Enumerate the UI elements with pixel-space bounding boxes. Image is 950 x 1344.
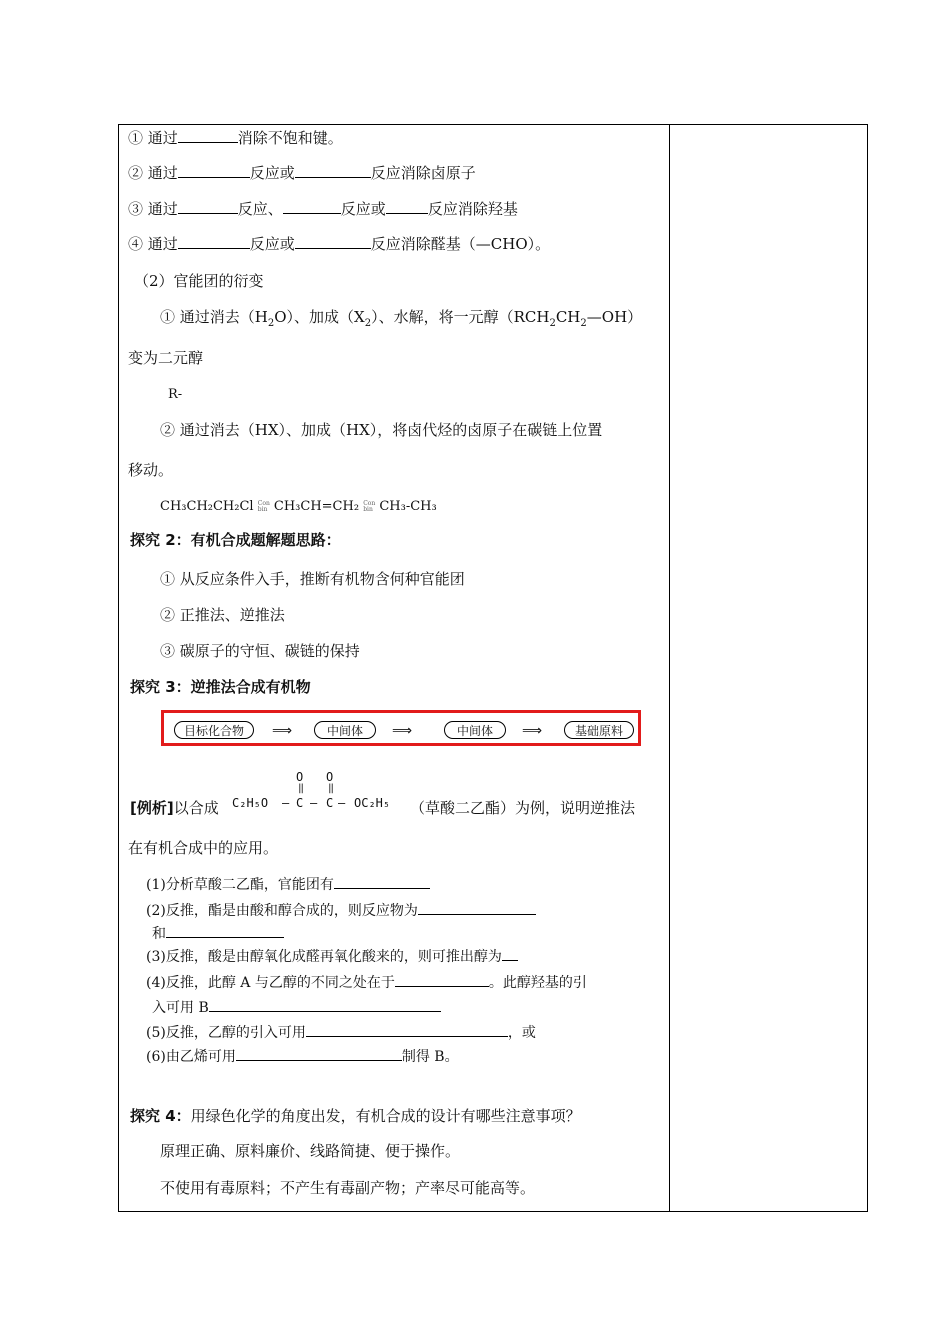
answer-blank[interactable] bbox=[209, 997, 441, 1012]
answer-blank[interactable] bbox=[386, 199, 428, 214]
text: CH bbox=[555, 308, 581, 326]
question-5 bbox=[146, 1022, 536, 1043]
answer-blank[interactable] bbox=[306, 1022, 508, 1037]
paragraph-halide-shift: ② 通过消去（HX）、加成（HX），将卤代烃的卤原子在碳链上位置 bbox=[160, 421, 603, 439]
formula-part: C₂H₅O bbox=[232, 796, 269, 810]
line-eliminate-halogen bbox=[128, 163, 476, 183]
text: 。此醇羟基的引 bbox=[488, 975, 587, 991]
text: 以合成 bbox=[173, 799, 219, 817]
paragraph-line: 在有机合成中的应用。 bbox=[128, 839, 279, 857]
reaction-condition: Con bin bbox=[257, 499, 270, 513]
text: 制得 B。 bbox=[401, 1049, 459, 1065]
line-eliminate-unsaturated bbox=[128, 128, 343, 148]
text: 反应消除羟基 bbox=[427, 200, 518, 218]
text: 入可用 B bbox=[152, 1000, 209, 1016]
text: (1)分析草酸二乙酯，官能团有 bbox=[146, 877, 334, 893]
answer-blank[interactable] bbox=[178, 163, 250, 178]
explore4-answer bbox=[160, 1141, 460, 1161]
answer-blank[interactable] bbox=[295, 163, 371, 178]
flow-node-target: 目标化合物 bbox=[174, 721, 254, 739]
text: 反应或 bbox=[340, 200, 386, 218]
flow-arrow-icon: ⟹ bbox=[392, 723, 413, 739]
r-group-label: R- bbox=[168, 387, 183, 402]
chem-formula: CH₃CH₂CH₂Cl bbox=[160, 499, 254, 514]
text: (3 bbox=[146, 949, 161, 965]
text: ① 通过 bbox=[128, 129, 178, 147]
text: O）、加成（X bbox=[274, 308, 365, 326]
example-intro-rest: （草酸二乙酯）为例，说明逆推法 bbox=[410, 799, 636, 817]
text: —OH） bbox=[586, 308, 643, 326]
chem-formula: CH₃-CH₃ bbox=[379, 499, 437, 514]
question-4-cont bbox=[152, 997, 441, 1018]
section-heading-functional-group: （2）官能团的衍变 bbox=[134, 272, 264, 290]
text: ，或 bbox=[507, 1025, 536, 1041]
line-eliminate-aldehyde bbox=[128, 234, 550, 254]
paragraph-line: 变为二元醇 bbox=[128, 349, 204, 367]
reaction-chain bbox=[160, 497, 437, 517]
text: (6)由乙烯可用 bbox=[146, 1049, 236, 1065]
text: ④ 通过 bbox=[128, 235, 178, 253]
text: (2)反推，酯是由酸和醇合成的，则反应物为 bbox=[146, 903, 418, 919]
table-column-divider bbox=[669, 124, 670, 1212]
example-intro bbox=[130, 798, 219, 818]
formula-part: OC₂H₅ bbox=[354, 796, 391, 810]
formula-part: C bbox=[326, 796, 334, 810]
formula-part: O bbox=[326, 770, 334, 784]
text: (4)反推，此醇 A 与乙醇的不同之处在于 bbox=[146, 975, 395, 991]
answer-blank[interactable] bbox=[236, 1046, 402, 1061]
answer-blank[interactable] bbox=[502, 946, 518, 961]
flow-node-intermediate: 中间体 bbox=[444, 721, 506, 739]
text: 探究 4： bbox=[130, 1107, 191, 1125]
formula-part: O bbox=[296, 770, 304, 784]
answer-blank[interactable] bbox=[178, 199, 238, 214]
text: )反推，酸是由醇氧化成醛再氧化酸来的，则可推出醇为 bbox=[160, 949, 502, 965]
question-2 bbox=[146, 900, 536, 921]
text: ① 通过消去（H bbox=[160, 308, 268, 326]
text: (5)反推，乙醇的引入可用 bbox=[146, 1025, 306, 1041]
formula-part: C bbox=[296, 796, 304, 810]
text: 反应或 bbox=[249, 164, 295, 182]
text: ② 通过 bbox=[128, 164, 178, 182]
chem-formula: CH₃CH=CH₂ bbox=[273, 499, 360, 514]
example-label: [例析] bbox=[130, 799, 174, 817]
text: 消除不饱和键。 bbox=[237, 129, 343, 147]
question-3 bbox=[146, 946, 518, 967]
question-4 bbox=[146, 972, 587, 993]
answer-blank[interactable] bbox=[395, 972, 489, 987]
retrosynthesis-flow-diagram bbox=[161, 710, 641, 746]
explore2-item: ② 正推法、逆推法 bbox=[160, 606, 285, 624]
question-1 bbox=[146, 874, 430, 895]
answer-blank[interactable] bbox=[418, 900, 536, 915]
explore4-answer: 不使用有毒原料；不产生有毒副产物；产率尽可能高等。 bbox=[160, 1179, 536, 1197]
answer-blank[interactable] bbox=[178, 128, 238, 143]
answer-blank[interactable] bbox=[283, 199, 341, 214]
text: 原 bbox=[160, 1142, 176, 1160]
flow-node-raw-material: 基础原料 bbox=[564, 721, 634, 739]
answer-blank[interactable] bbox=[295, 234, 371, 249]
text: 反应或 bbox=[249, 235, 295, 253]
explore3-title: 探究 3：逆推法合成有机物 bbox=[130, 678, 311, 696]
text: 反应、 bbox=[237, 200, 283, 218]
flow-arrow-icon: ⟹ bbox=[272, 723, 293, 739]
reaction-condition: Con bin bbox=[363, 499, 376, 513]
line-eliminate-hydroxyl bbox=[128, 199, 518, 219]
text: 用绿色化学的角度出发，有机合成的设计有哪些注意事项？ bbox=[190, 1107, 581, 1125]
question-6 bbox=[146, 1046, 459, 1067]
text: 和 bbox=[152, 926, 166, 942]
explore2-item: ③ 碳原子的守恒、碳链的保持 bbox=[160, 642, 360, 660]
explore2-title: 探究 2：有机合成题解题思路： bbox=[130, 531, 341, 549]
flow-arrow-icon: ⟹ bbox=[522, 723, 543, 739]
question-2-cont bbox=[152, 923, 284, 944]
paragraph-alcohol-conversion: ① 通过消去$(H_2O)$、加成$(X_2)$、水解，将一元醇$(RCH_2CH_2—OH)$ bbox=[160, 308, 643, 329]
flow-node-intermediate: 中间体 bbox=[314, 721, 376, 739]
text: 反应消除卤原子 bbox=[370, 164, 476, 182]
answer-blank[interactable] bbox=[334, 874, 430, 889]
text: 理正确、原料廉价、线路简捷、便于操作。 bbox=[175, 1142, 461, 1160]
explore2-item: ① 从反应条件入手，推断有机物含何种官能团 bbox=[160, 570, 465, 588]
explore4-title bbox=[130, 1106, 581, 1126]
text: 反应消除醛基（—CHO）。 bbox=[370, 235, 551, 253]
paragraph-line: 移动。 bbox=[128, 461, 174, 479]
answer-blank[interactable] bbox=[178, 234, 250, 249]
text: ③ 通过 bbox=[128, 200, 178, 218]
answer-blank[interactable] bbox=[166, 923, 284, 938]
text: ）、水解，将一元醇（RCH bbox=[371, 308, 550, 326]
